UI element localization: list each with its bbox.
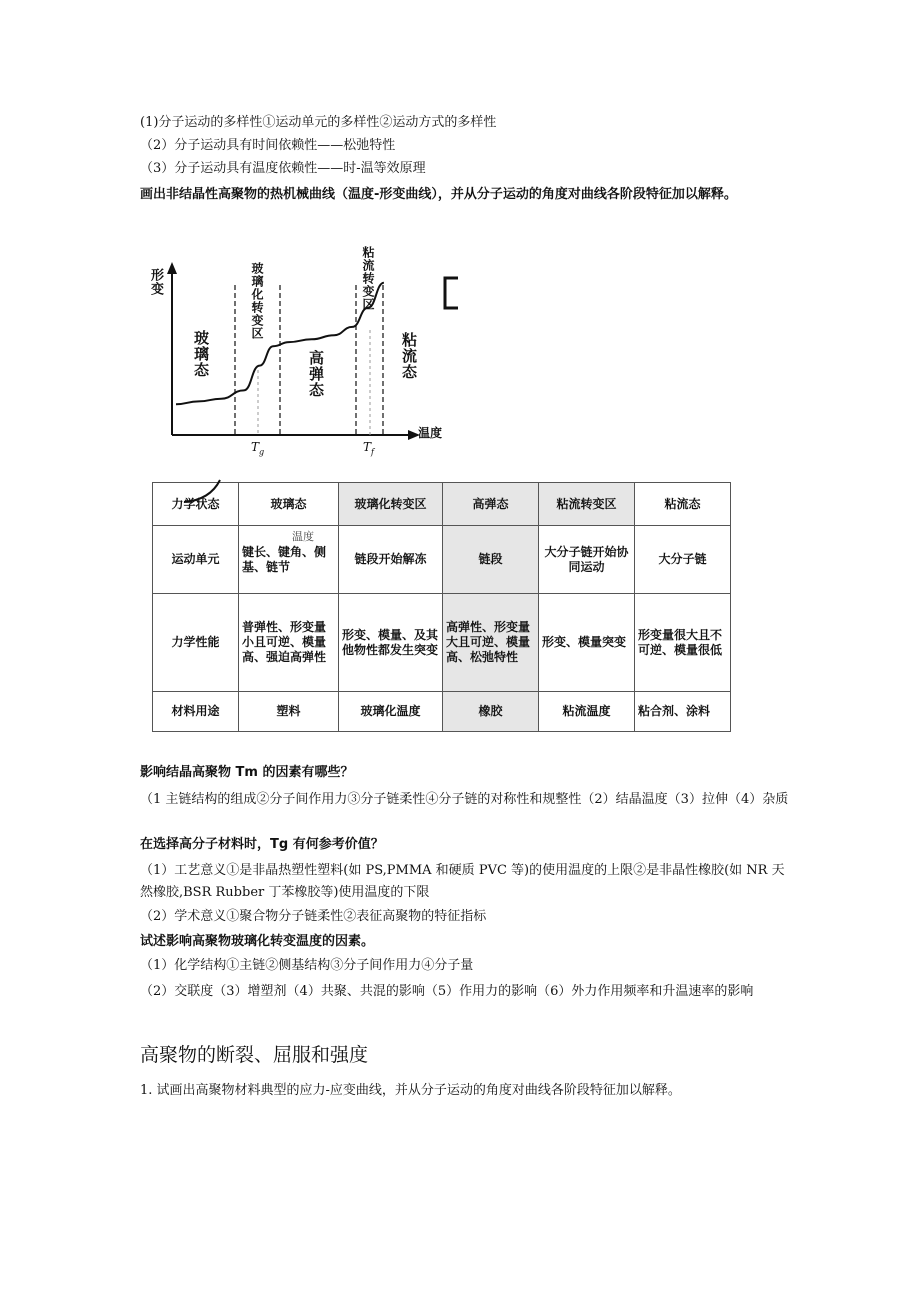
table-cell: 玻璃化温度 bbox=[339, 692, 443, 732]
corner-curve-line bbox=[184, 480, 220, 502]
text-line: (1)分子运动的多样性①运动单元的多样性②运动方式的多样性 bbox=[140, 115, 497, 130]
question-heading: 画出非结晶性高聚物的热机械曲线（温度-形变曲线），并从分子运动的角度对曲线各阶段特征加以解释。 bbox=[140, 187, 737, 202]
table-header-cell: 力学状态 bbox=[153, 483, 239, 526]
row-label: 材料用途 bbox=[153, 692, 239, 732]
question-heading: 试述影响高聚物玻璃化转变温度的因素。 bbox=[140, 934, 375, 949]
answer-text: （2）学术意义①聚合物分子链柔性②表征高聚物的特征指标 bbox=[140, 909, 487, 924]
table-cell: 链段开始解冻 bbox=[339, 526, 443, 594]
tick-label-tf: $T_f$ bbox=[363, 440, 374, 457]
text-line: （2）分子运动具有时间依赖性——松弛特性 bbox=[140, 138, 396, 153]
table-cell: 链段 bbox=[443, 526, 539, 594]
state-properties-table bbox=[152, 482, 731, 732]
question-text: 1. 试画出高聚物材料典型的应力-应变曲线，并从分子运动的角度对曲线各阶段特征加以解释。 bbox=[140, 1083, 681, 1098]
table-corner-curve bbox=[160, 478, 260, 508]
table-cell: 形变量很大且不可逆、模量很低 bbox=[635, 594, 731, 692]
table-header-cell: 粘流态 bbox=[635, 483, 731, 526]
table-header-cell: 玻璃态 bbox=[239, 483, 339, 526]
question-heading: 在选择高分子材料时，Tg 有何参考价值？ bbox=[140, 837, 384, 852]
answer-text: （1 主链结构的组成②分子间作用力③分子链柔性④分子链的对称性和规整性（2）结晶温度（3）拉伸（4）杂质 bbox=[140, 792, 789, 807]
tick-label-tg: $T_g$ bbox=[251, 440, 265, 457]
text-line: （3）分子运动具有温度依赖性——时-温等效原理 bbox=[140, 161, 426, 176]
table-cell: 大分子链 bbox=[635, 526, 731, 594]
table-cell: 高弹性、形变量大且可逆、模量高、松弛特性 bbox=[443, 594, 539, 692]
table-row bbox=[153, 594, 731, 692]
table-cell: 形变、模量突变 bbox=[539, 594, 635, 692]
table-cell: 橡胶 bbox=[443, 692, 539, 732]
table-cell: 塑料 bbox=[239, 692, 339, 732]
table-cell: 键长、键角、侧基、链节 bbox=[239, 526, 339, 594]
region-label-viscous-transition: 粘流转变区 bbox=[361, 246, 375, 311]
y-axis-arrow bbox=[167, 262, 177, 274]
table-cell: 形变、模量、及其他物性都发生突变 bbox=[339, 594, 443, 692]
region-label-glassy: 玻璃态 bbox=[192, 330, 210, 378]
table-cell: 粘合剂、涂料 bbox=[635, 692, 731, 732]
x-axis-label: 温度 bbox=[418, 426, 443, 440]
bracket-mask bbox=[458, 276, 466, 310]
table-cell: 大分子链开始协同运动 bbox=[539, 526, 635, 594]
table-header-cell: 高弹态 bbox=[443, 483, 539, 526]
table-header-cell: 玻璃化转变区 bbox=[339, 483, 443, 526]
question-heading: 影响结晶高聚物 Tm 的因素有哪些？ bbox=[140, 765, 354, 780]
y-axis-label: 形变 bbox=[148, 268, 163, 296]
region-label-glass-transition: 玻璃化转变区 bbox=[250, 262, 264, 340]
region-label-viscous-flow: 粘流态 bbox=[400, 332, 418, 380]
row-label: 力学性能 bbox=[153, 594, 239, 692]
answer-text: （1）工艺意义①是非晶热塑性塑料(如 PS,PMMA 和硬质 PVC 等)的使用温度的上限②是非晶性橡胶(如 NR 天然橡胶,BSR Rubber 丁苯橡胶等)使用温度的下限 bbox=[140, 863, 785, 900]
table-overlay-text: 温度 bbox=[292, 530, 314, 543]
table-row bbox=[153, 526, 731, 594]
answer-text: （1）化学结构①主链②侧基结构③分子间作用力④分子量 bbox=[140, 958, 474, 973]
thermomechanical-curve-chart bbox=[140, 240, 480, 465]
region-label-rubbery: 高弹态 bbox=[307, 350, 325, 398]
table-header-cell: 粘流转变区 bbox=[539, 483, 635, 526]
answer-text: （2）交联度（3）增塑剂（4）共聚、共混的影响（5）作用力的影响（6）外力作用频率和升温速率的影响 bbox=[140, 984, 754, 999]
table-cell: 普弹性、形变量小且可逆、模量高、强迫高弹性 bbox=[239, 594, 339, 692]
table-cell: 粘流温度 bbox=[539, 692, 635, 732]
section-heading: 高聚物的断裂、屈服和强度 bbox=[140, 1044, 369, 1066]
row-label: 运动单元 bbox=[153, 526, 239, 594]
table-row bbox=[153, 692, 731, 732]
